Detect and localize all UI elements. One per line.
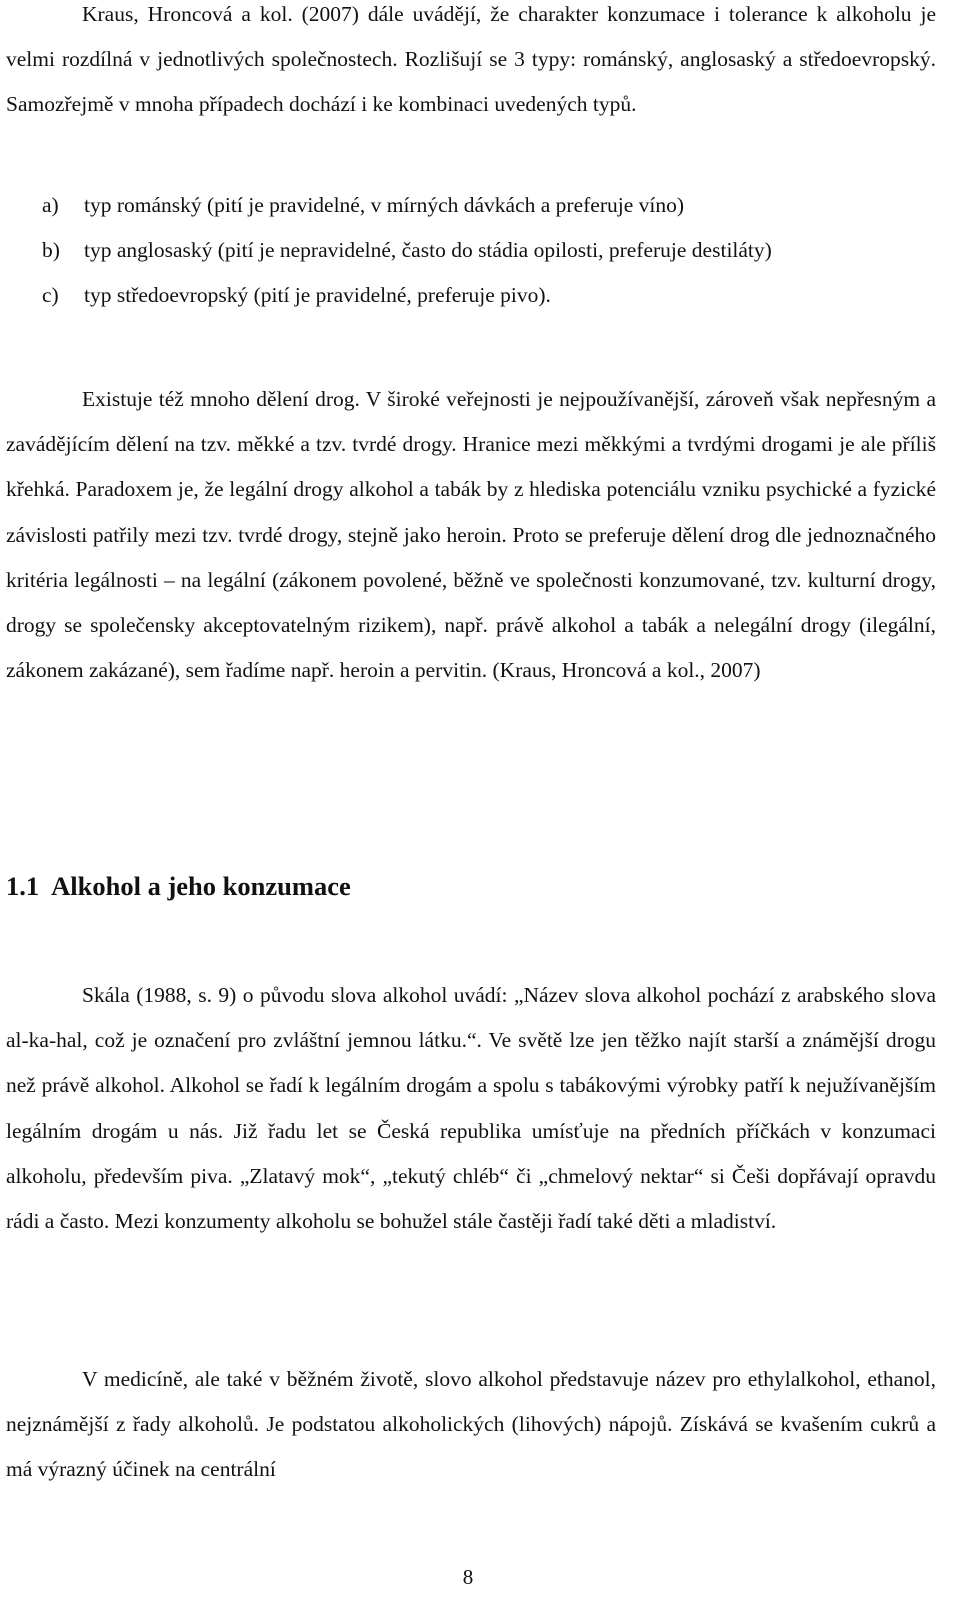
list-item-text: typ románský (pití je pravidelné, v mírných dávkách a preferuje víno)	[84, 193, 685, 217]
drinking-types-list	[6, 183, 936, 318]
list-marker: c)	[42, 283, 59, 307]
list-item	[6, 273, 936, 318]
section-title: Alkohol a jeho konzumace	[51, 871, 351, 901]
paragraph-skala: Skála (1988, s. 9) o původu slova alkohol uvádí: „Název slova alkohol pochází z arabského slova al-ka-hal, což je označení pro zvláštní jemnou látku.“. Ve světě lze jen těžko najít starší a známější drogu než právě alkohol. Alkohol se řadí k legálním drogám a spolu s tabákovými výrobky patří k nejužívanějším legálním drogám u nás. Již řadu let se Česká republika umísťuje na předních příčkách v konzumaci alkoholu, především piva. „Zlatavý mok“, „tekutý chléb“ či „chmelový nektar“ si Češi dopřávají opravdu rádi a často. Mezi konzumenty alkoholu se bohužel stále častěji řadí také děti a mladiství.	[6, 983, 936, 1234]
list-marker: b)	[42, 238, 60, 262]
list-item-text: typ středoevropský (pití je pravidelné, preferuje pivo).	[84, 283, 551, 307]
section-number: 1.1	[6, 871, 40, 901]
paragraph-drugs: Existuje též mnoho dělení drog. V široké veřejnosti je nejpoužívanější, zároveň však nepřesným a zavádějícím dělení na tzv. měkké a tzv. tvrdé drogy. Hranice mezi měkkými a tvrdými drogami je ale příliš křehká. Paradoxem je, že legální drogy alkohol a tabák by z hlediska potenciálu vzniku psychické a fyzické závislosti patřily mezi tzv. tvrdé drogy, stejně jako heroin. Proto se preferuje dělení drog dle jednoznačného kritéria legálnosti – na legální (zákonem povolené, běžně ve společnosti konzumované, tzv. kulturní drogy, drogy se společensky akceptovatelným rizikem), např. právě alkohol a tabák a nelegální drogy (ilegální, zákonem zakázané), sem řadíme např. heroin a pervitin. (Kraus, Hroncová a kol., 2007)	[6, 387, 936, 683]
list-item	[6, 228, 936, 273]
paragraph-intro: Kraus, Hroncová a kol. (2007) dále uvádějí, že charakter konzumace i tolerance k alkoholu je velmi rozdílná v jednotlivých společnostech. Rozlišují se 3 typy: románský, anglosaský a středoevropský. Samozřejmě v mnoha případech dochází i ke kombinaci uvedených typů.	[6, 2, 936, 117]
page-number: 8	[462, 1565, 474, 1589]
list-item	[6, 183, 936, 228]
list-item-text: typ anglosaský (pití je nepravidelné, často do stádia opilosti, preferuje destiláty)	[84, 238, 772, 262]
section-heading	[6, 871, 351, 902]
list-marker: a)	[42, 193, 59, 217]
paragraph-medicine: V medicíně, ale také v běžném životě, slovo alkohol představuje název pro ethylalkohol, ethanol, nejznámější z řady alkoholů. Je podstatou alkoholických (lihových) nápojů. Získává se kvašením cukrů a má výrazný účinek na centrální	[6, 1367, 936, 1482]
